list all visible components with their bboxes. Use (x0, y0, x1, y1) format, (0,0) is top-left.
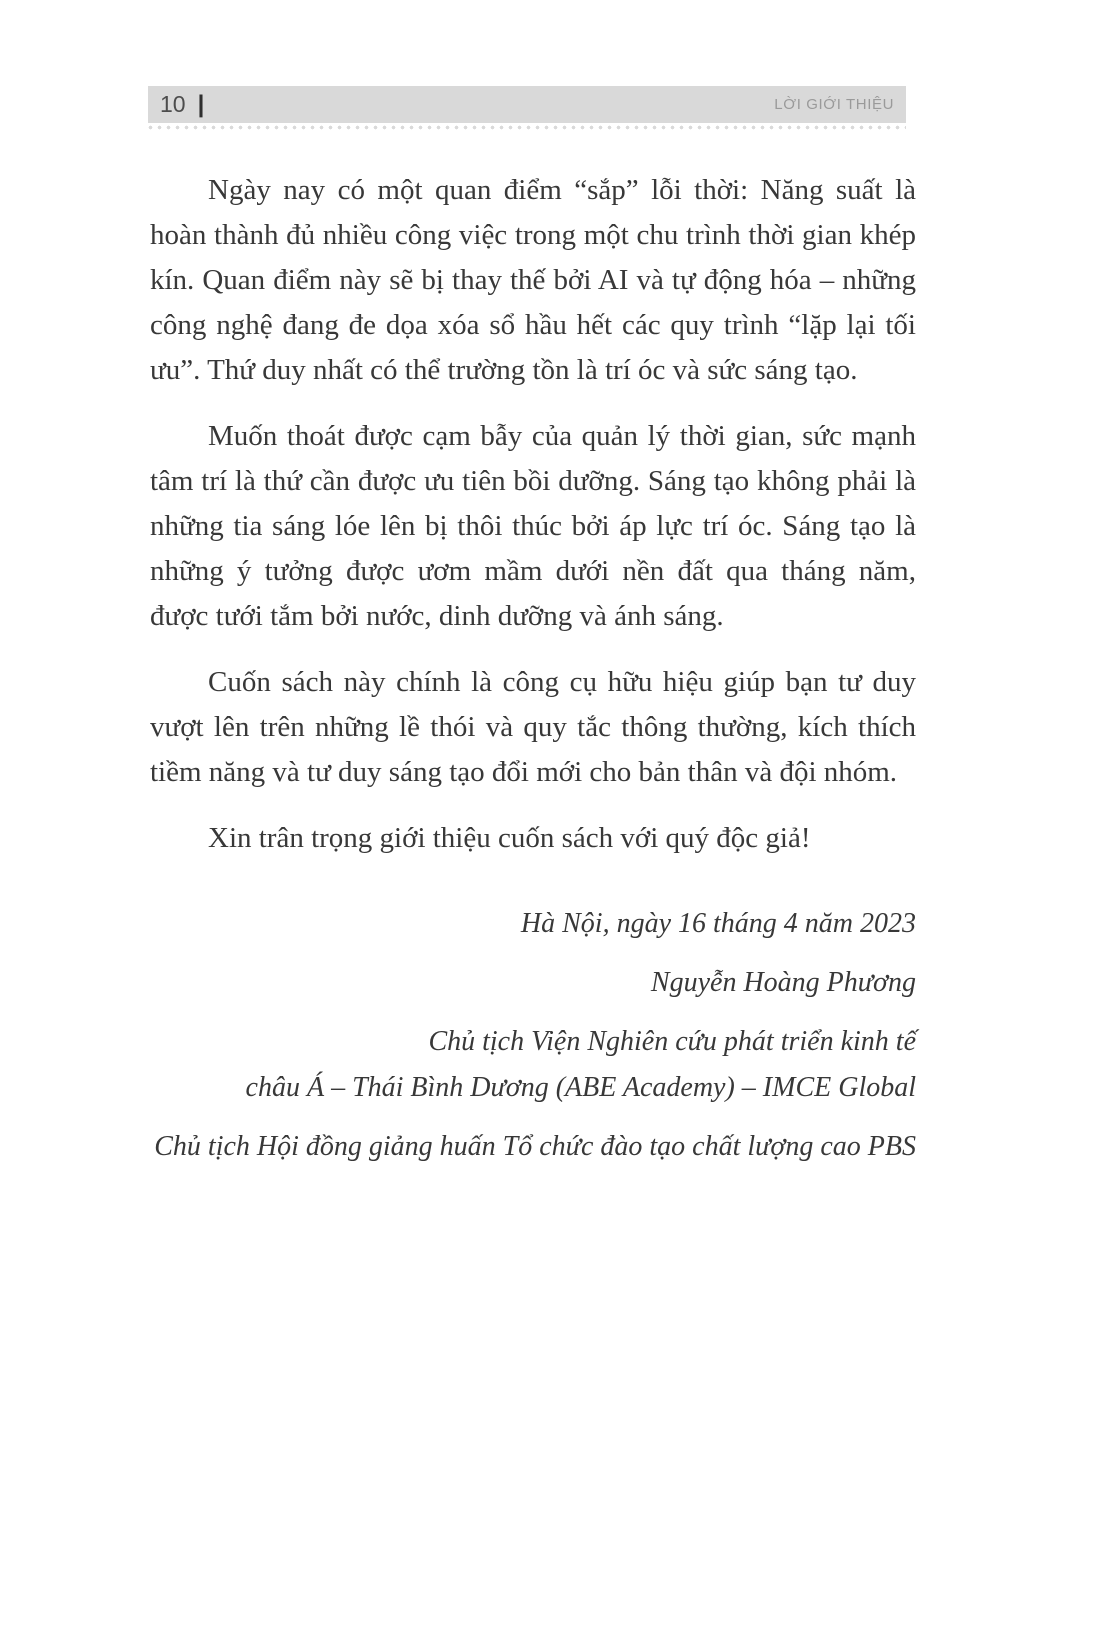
page-number-group (160, 90, 205, 118)
paragraph: Ngày nay có một quan điểm “sắp” lỗi thời: Năng suất là hoàn thành đủ nhiều công việc trong một chu trình thời gian khép kín. Quan điểm này sẽ bị thay thế bởi AI và tự động hóa – những công nghệ đang đe dọa xóa sổ hầu hết các quy trình “lặp lại tối ưu”. Thứ duy nhất có thể trường tồn là trí óc và sức sáng tạo. (150, 174, 916, 386)
signature-title-line-1: Chủ tịch Viện Nghiên cứu phát triển kinh tế (428, 1026, 916, 1057)
signature-date-line: Hà Nội, ngày 16 tháng 4 năm 2023 (520, 908, 916, 939)
paragraph: Cuốn sách này chính là công cụ hữu hiệu giúp bạn tư duy vượt lên trên những lề thói và quy tắc thông thường, kích thích tiềm năng và tư duy sáng tạo đổi mới cho bản thân và đội nhóm. (150, 666, 916, 788)
body-text (150, 168, 916, 1170)
paragraph: Muốn thoát được cạm bẫy của quản lý thời gian, sức mạnh tâm trí là thứ cần được ưu tiên bồi dưỡng. Sáng tạo không phải là những tia sáng lóe lên bị thôi thúc bởi áp lực trí óc. Sáng tạo là những ý tưởng được ươm mầm dưới nền đất qua tháng năm, được tưới tắm bởi nước, dinh dưỡng và ánh sáng. (150, 420, 916, 632)
header-separator: | (197, 90, 205, 118)
signature-title-line-2: châu Á – Thái Bình Dương (ABE Academy) – IMCE Global (245, 1072, 916, 1103)
page-header-bar (148, 86, 906, 123)
signature-title-line-3: Chủ tịch Hội đồng giảng huấn Tổ chức đào tạo chất lượng cao PBS (154, 1131, 916, 1162)
paragraph: Xin trân trọng giới thiệu cuốn sách với quý độc giả! (208, 822, 811, 854)
page-number: 10 (160, 91, 186, 117)
signature-author-name: Nguyễn Hoàng Phương (650, 967, 916, 998)
section-title: LỜI GIỚI THIỆU (774, 96, 894, 113)
signature-block (150, 901, 916, 1170)
